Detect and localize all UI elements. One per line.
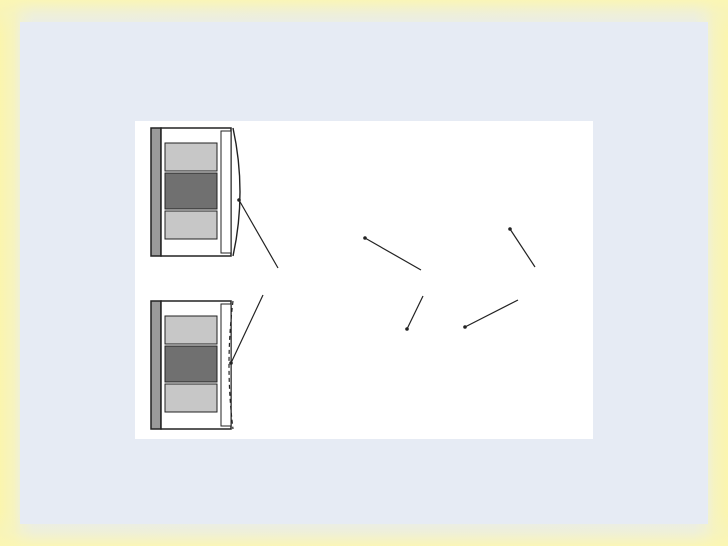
speaker-top	[151, 128, 240, 256]
sound-wave-diagram	[135, 121, 593, 439]
sound-wave-figure	[135, 121, 593, 439]
speaker-bottom	[151, 301, 233, 429]
